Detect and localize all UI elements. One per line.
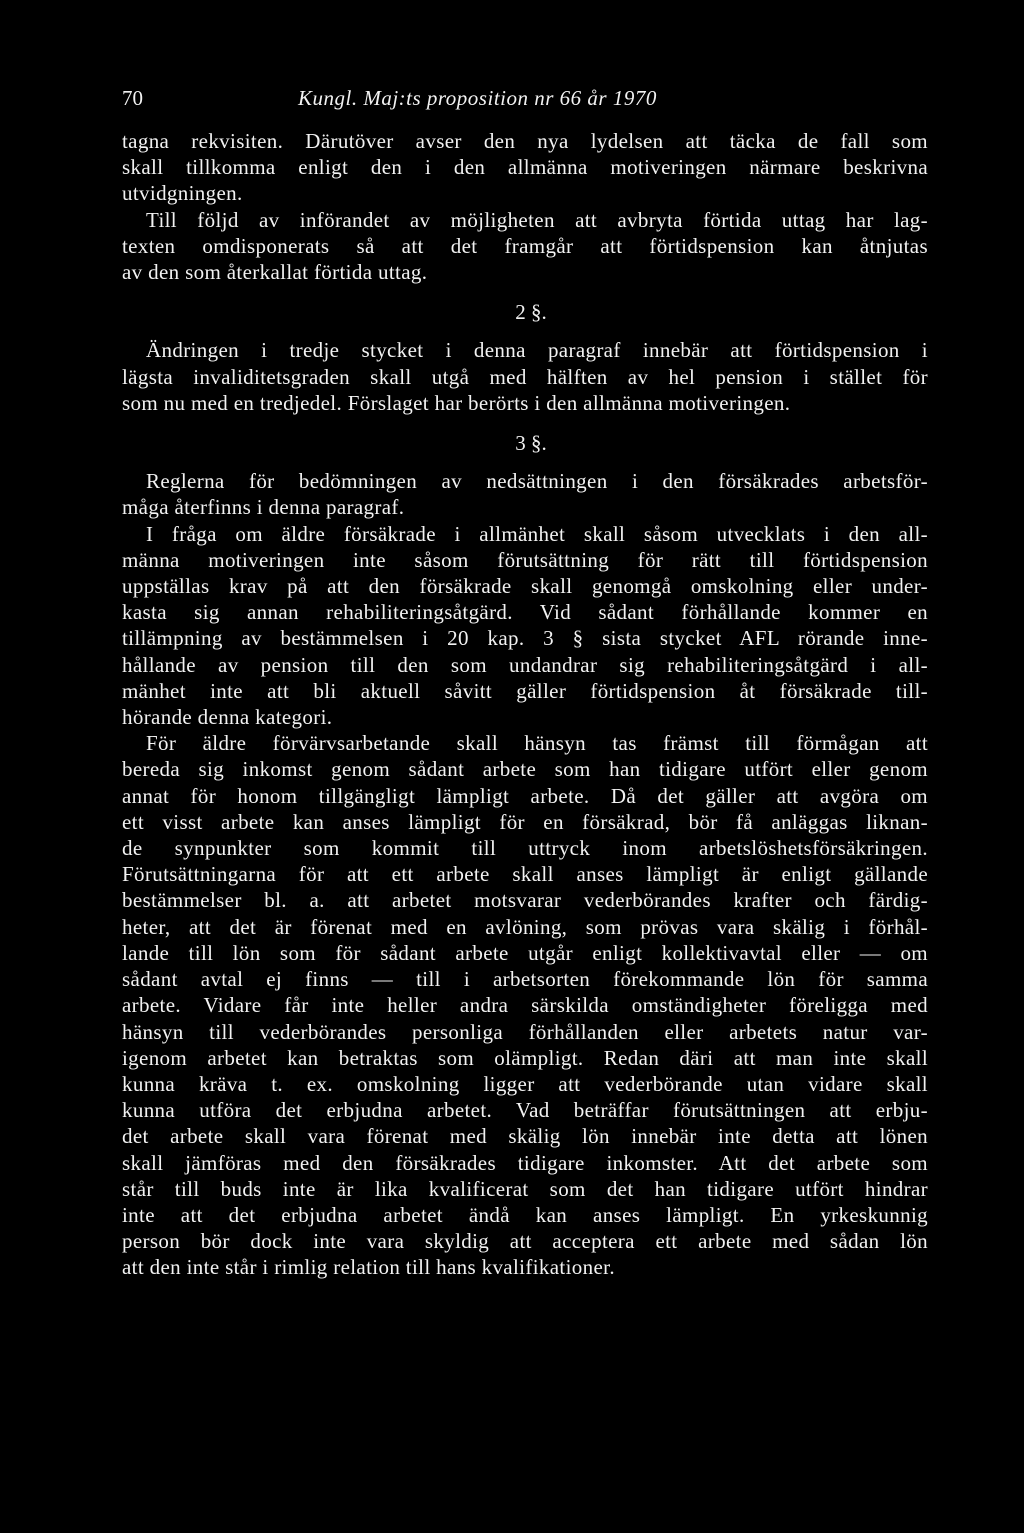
text-line: hållande av pension till den som undandrar sig rehabiliteringsåtgärd i all- xyxy=(122,652,928,677)
text-line: Reglerna för bedömningen av nedsättningen i den försäkrades arbetsför- xyxy=(146,469,928,494)
text-line: det arbete skall vara förenat med skälig lön innebär inte detta att lönen xyxy=(122,1124,928,1149)
text-line: hänsyn till vederbörandes personliga förhållanden eller arbetets natur var- xyxy=(122,1019,928,1044)
paragraph xyxy=(122,337,928,416)
text-line: tagna rekvisiten. Därutöver avser den nya lydelsen att täcka de fall som xyxy=(122,129,928,153)
paragraph xyxy=(122,468,928,520)
text-line: männa motiveringen inte såsom förutsättning för rätt till förtidspension xyxy=(122,547,928,572)
text-line: tillämpning av bestämmelsen i 20 kap. 3 § sista stycket AFL rörande inne- xyxy=(122,626,928,651)
text-line: igenom arbetet kan betraktas som olämpligt. Redan däri att man inte skall xyxy=(122,1045,928,1070)
text-line: kunna utföra det erbjudna arbetet. Vad beträffar förutsättningen att erbju- xyxy=(122,1098,928,1123)
page-number: 70 xyxy=(122,86,143,110)
text-line: hörande denna kategori. xyxy=(122,705,333,730)
text-line: kasta sig annan rehabiliteringsåtgärd. Vid sådant förhållande kommer en xyxy=(122,600,928,625)
text-line: För äldre förvärvsarbetande skall hänsyn tas främst till förmågan att xyxy=(146,731,928,756)
text-line: Till följd av införandet av möjligheten att avbryta förtida uttag har lag- xyxy=(146,207,928,232)
text-line: inte att det erbjudna arbetet ändå kan anses lämpligt. En yrkeskunnig xyxy=(122,1202,928,1227)
text-line: sådant avtal ej finns — till i arbetsorten förekommande lön för samma xyxy=(122,967,928,992)
text-line: skall tillkomma enligt den i den allmänna motiveringen närmare beskrivna xyxy=(122,155,928,180)
text-line: bereda sig inkomst genom sådant arbete som han tidigare utfört eller genom xyxy=(122,757,928,782)
section-heading: 2 §. xyxy=(515,300,547,325)
text-line: Ändringen i tredje stycket i denna paragraf innebär att förtidspension i xyxy=(146,338,928,363)
page-header xyxy=(122,86,928,118)
paragraph xyxy=(122,128,928,207)
text-line: lägsta invaliditetsgraden skall utgå med hälften av hel pension i stället för xyxy=(122,364,928,389)
text-line: texten omdisponerats så att det framgår att förtidspension kan åtnjutas xyxy=(122,233,928,258)
text-line: person bör dock inte vara skyldig att acceptera ett arbete med sådan lön xyxy=(122,1229,928,1254)
paragraph xyxy=(122,521,928,731)
text-line: skall jämföras med den försäkrades tidigare inkomster. Att det arbete som xyxy=(122,1150,928,1175)
text-line: står till buds inte är lika kvalificerat som det han tidigare utfört hindrar xyxy=(122,1176,928,1201)
running-head: Kungl. Maj:ts proposition nr 66 år 1970 xyxy=(298,86,657,110)
text-line: kunna kräva t. ex. omskolning ligger att vederbörande utan vidare skall xyxy=(122,1071,928,1096)
text-line: ett visst arbete kan anses lämpligt för en försäkrad, bör få anläggas liknan- xyxy=(122,809,928,834)
text-line: I fråga om äldre försäkrade i allmänhet skall såsom utvecklats i den all- xyxy=(146,521,928,546)
text-line: arbete. Vidare får inte heller andra särskilda omständigheter föreligga med xyxy=(122,993,928,1018)
paragraph xyxy=(122,730,928,1280)
text-line: Förutsättningarna för att ett arbete skall anses lämpligt är enligt gällande xyxy=(122,862,928,887)
text-line: de synpunkter som kommit till uttryck inom arbetslöshetsförsäkringen. xyxy=(122,836,928,861)
text-line: att den inte står i rimlig relation till hans kvalifikationer. xyxy=(122,1255,615,1280)
text-line: heter, att det är förenat med en avlöning, som prövas vara skälig i förhål- xyxy=(122,914,928,939)
text-line: mänhet inte att bli aktuell såvitt gäller förtidspension åt försäkrade till- xyxy=(122,678,928,703)
text-line: uppställas krav på att den försäkrade skall genomgå omskolning eller under- xyxy=(122,574,928,599)
text-line: utvidgningen. xyxy=(122,181,243,206)
text-line: som nu med en tredjedel. Förslaget har berörts i den allmänna motiveringen. xyxy=(122,390,791,415)
text-line: annat för honom tillgängligt lämpligt arbete. Då det gäller att avgöra om xyxy=(122,783,928,808)
body-text xyxy=(122,128,928,1281)
text-line: av den som återkallat förtida uttag. xyxy=(122,260,428,285)
text-line: bestämmelser bl. a. att arbetet motsvarar vederbörandes krafter och färdig- xyxy=(122,888,928,913)
text-line: lande till lön som för sådant arbete utgår enligt kollektivavtal eller — om xyxy=(122,940,928,965)
paragraph xyxy=(122,207,928,286)
document-page xyxy=(122,86,928,1281)
section-heading: 3 §. xyxy=(515,431,547,456)
text-line: måga återfinns i denna paragraf. xyxy=(122,495,405,520)
